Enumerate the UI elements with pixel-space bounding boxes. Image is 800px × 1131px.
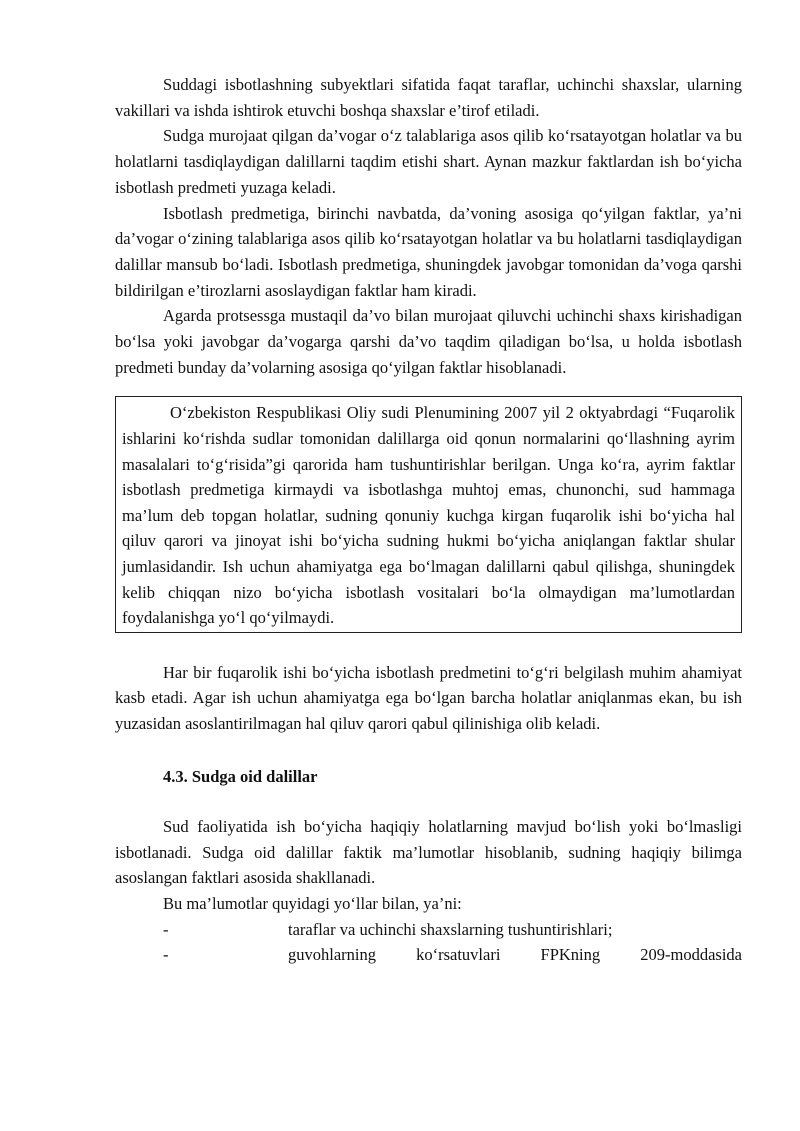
- list-item-text: guvohlarning ko‘rsatuvlari FPKning 209-moddasida: [288, 945, 742, 965]
- paragraph-plaintiff-duty: Sudga murojaat qilgan da’vogar o‘z talablariga asos qilib ko‘rsatayotgan holatlar va bu holatlarni tasdiqlaydigan dalillarni taqdim etishi shart. Aynan mazkur faktlardan ish bo‘yicha isbotlash predmeti yuzaga keladi.: [115, 126, 742, 197]
- paragraph-subject-of-proof: Isbotlash predmetiga, birinchi navbatda, da’voning asosiga qo‘yilgan faktlar, ya’ni da’vogar o‘zining talablariga asos qilib ko‘rsatayotgan holatlar va bu holatlarni tasdiqlaydigan dalillar mansub bo‘ladi. Isbotlash predmetiga, shuningdek javobgar tomonidan da’voga qarshi bildirilgan e’tirozlarni asoslaydigan faktlar ham kiradi.: [115, 203, 742, 300]
- list-item: [115, 917, 742, 943]
- paragraph-third-party: Agarda protsessga mustaqil da’vo bilan murojaat qiluvchi uchinchi shaxs kirishadigan bo‘lsa yoki javobgar da’vogarga qarshi da’vo taqdim qiladigan bo‘lsa, u holda isbotlash predmeti bunday da’volarning asosiga qo‘yilgan faktlar hisoblanadi.: [115, 306, 742, 377]
- list-item: [115, 942, 742, 968]
- paragraph-list-intro: Bu ma’lumotlar quyidagi yo‘llar bilan, ya’ni:: [163, 894, 462, 913]
- paragraph-importance: Har bir fuqarolik ishi bo‘yicha isbotlash predmetini to‘g‘ri belgilash muhim ahamiyat kasb etadi. Agar ish uchun ahamiyatga ega bo‘lgan barcha holatlar aniqlanmas ekan, bu ish yuzasidan asoslantirilmagan hal qiluv qarori qabul qilinishiga olib keladi.: [115, 662, 742, 734]
- list-item-text: taraflar va uchinchi shaxslarning tushuntirishlari;: [288, 919, 613, 939]
- plenum-note-text: O‘zbekiston Respublikasi Oliy sudi Plenumining 2007 yil 2 oktyabrdagi “Fuqarolik ishlarini ko‘rishda sudlar tomonidan dalillarga oid qonun normalarini qo‘llashning ayrim masalalari to‘g‘risida”gi qarorida ham tushuntirishlar berilgan. Unga ko‘ra, ayrim faktlar isbotlash predmetiga kirmaydi va isbotlashga muhtoj emas, chunonchi, sud hammaga ma’lum deb topgan holatlar, sudning qonuniy kuchga kirgan fuqarolik ishi bo‘yicha hal qiluv qarori va jinoyat ishi bo‘yicha sudning hukmi bo‘yicha aniqlangan faktlar shular jumlasidandir. Ish uchun ahamiyatga ega bo‘lmagan dalillarni qabul qilishga, shuningdek kelib chiqqan nizo bo‘yicha isbotlash vositalari bo‘la olmaydigan ma’lumotlardan foydalanishga yo‘l qo‘yilmaydi.: [122, 403, 735, 628]
- section-heading: 4.3. Sudga oid dalillar: [163, 766, 318, 786]
- list-marker: -: [163, 919, 169, 939]
- list-marker: -: [163, 945, 169, 965]
- paragraph-subjects: Suddagi isbotlashning subyektlari sifatida faqat taraflar, uchinchi shaxslar, ularning vakillari va ishda ishtirok etuvchi boshqa shaxslar e’tirof etiladi.: [115, 75, 742, 120]
- page-content: [115, 72, 742, 968]
- plenum-note-box: [115, 396, 742, 632]
- paragraph-evidence: Sud faoliyatida ish bo‘yicha haqiqiy holatlarning mavjud bo‘lish yoki bo‘lmasligi isbotlanadi. Sudga oid dalillar faktik ma’lumotlar hisoblanib, sudning haqiqiy bilimga asoslangan faktlari asosida shakllanadi.: [115, 816, 742, 888]
